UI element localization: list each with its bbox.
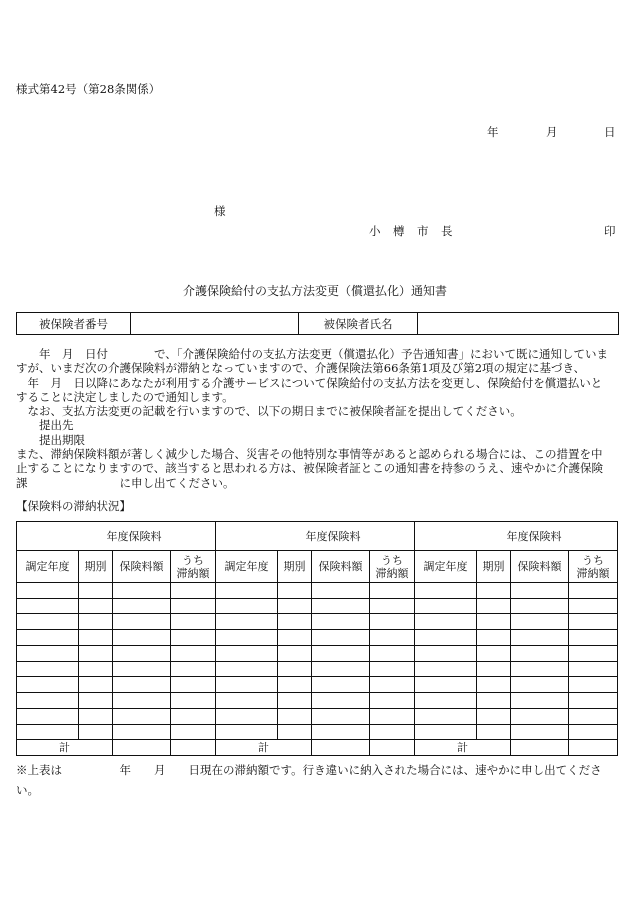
addressee-honorific: 様 xyxy=(214,204,226,218)
col-header: 保険料額 xyxy=(511,551,569,582)
group-header: 年度保険料 xyxy=(415,522,618,551)
date-month: 月 xyxy=(546,125,558,139)
footnote xyxy=(16,760,620,800)
insured-number-field[interactable] xyxy=(131,313,299,335)
issuer-char-4: 長 xyxy=(441,224,453,238)
issuer-char-2: 樽 xyxy=(393,224,405,238)
table-row xyxy=(17,630,618,646)
table-row xyxy=(17,661,618,677)
table-row xyxy=(17,677,618,693)
col-header: うち 滞納額 xyxy=(171,551,216,582)
col-header: 調定年度 xyxy=(216,551,278,582)
body-line: なお、支払方法変更の記載を行いますので、以下の期日までに被保険者証を提出してください。 xyxy=(16,404,522,419)
body-line: すが、いまだ次の介護保険料が滞納となっていますので、介護保険法第66条第1項及び第2項の規定に基づき、 xyxy=(16,361,586,376)
body-line: することに決定しましたので通知します。 xyxy=(16,389,234,404)
table-row xyxy=(17,598,618,614)
table-row xyxy=(17,582,618,598)
insured-number-label: 被保険者番号 xyxy=(17,313,131,335)
footnote-line: ※上表は 年 月 日現在の滞納額です。行き違いに納入された場合には、速やかに申し出てくださ xyxy=(16,763,602,777)
total-label: 計 xyxy=(415,740,511,756)
total-label: 計 xyxy=(17,740,113,756)
col-header: 期別 xyxy=(278,551,312,582)
insured-info-table xyxy=(16,312,619,335)
col-header: 保険料額 xyxy=(312,551,370,582)
body-line: 年 月 日付 で、「介護保険給付の支払方法変更（償還払化）予告通知書」において既に通知していま xyxy=(16,347,609,361)
total-row xyxy=(17,740,618,756)
col-header: うち 滞納額 xyxy=(569,551,618,582)
body-line: 止することになりますので、該当すると思われる方は、被保険者証とこの通知書を持参のうえ、速やかに介護保険 xyxy=(16,461,603,476)
notice-body xyxy=(16,347,620,490)
col-header: 調定年度 xyxy=(17,551,79,582)
table-row xyxy=(17,614,618,630)
seal-mark: 印 xyxy=(604,224,616,238)
arrears-table xyxy=(16,521,618,756)
insured-name-field[interactable] xyxy=(418,313,619,335)
insured-name-label: 被保険者氏名 xyxy=(299,313,418,335)
form-id: 様式第42号（第28条関係） xyxy=(16,82,161,96)
table-row xyxy=(17,693,618,709)
issuer-char-3: 市 xyxy=(417,224,429,238)
issuer-char-1: 小 xyxy=(369,224,381,238)
footnote-line-cont: い。 xyxy=(16,783,39,797)
body-line: 提出期限 xyxy=(16,432,85,447)
body-line: 年 月 日以降にあなたが利用する介護サービスについて保険給付の支払方法を変更し、保険給付を償還払いと xyxy=(16,375,603,390)
document-title: 介護保険給付の支払方法変更（償還払化）通知書 xyxy=(182,284,447,298)
col-header: 調定年度 xyxy=(415,551,477,582)
group-header: 年度保険料 xyxy=(216,522,415,551)
table-row xyxy=(17,708,618,724)
group-header: 年度保険料 xyxy=(17,522,216,551)
body-line: 提出先 xyxy=(16,418,74,433)
total-label: 計 xyxy=(216,740,312,756)
table-row xyxy=(17,724,618,740)
table-row xyxy=(17,645,618,661)
col-header: 期別 xyxy=(79,551,113,582)
arrears-section-heading: 【保険料の滞納状況】 xyxy=(16,499,131,513)
date-year: 年 xyxy=(487,125,499,139)
date-day: 日 xyxy=(604,125,616,139)
col-header: 保険料額 xyxy=(113,551,171,582)
body-line: また、滞納保険料額が著しく減少した場合、災害その他特別な事情等があると認められる場合には、この措置を中 xyxy=(16,447,603,462)
col-header: うち 滞納額 xyxy=(370,551,415,582)
body-line: 課 に申し出てください。 xyxy=(16,475,235,490)
col-header: 期別 xyxy=(477,551,511,582)
